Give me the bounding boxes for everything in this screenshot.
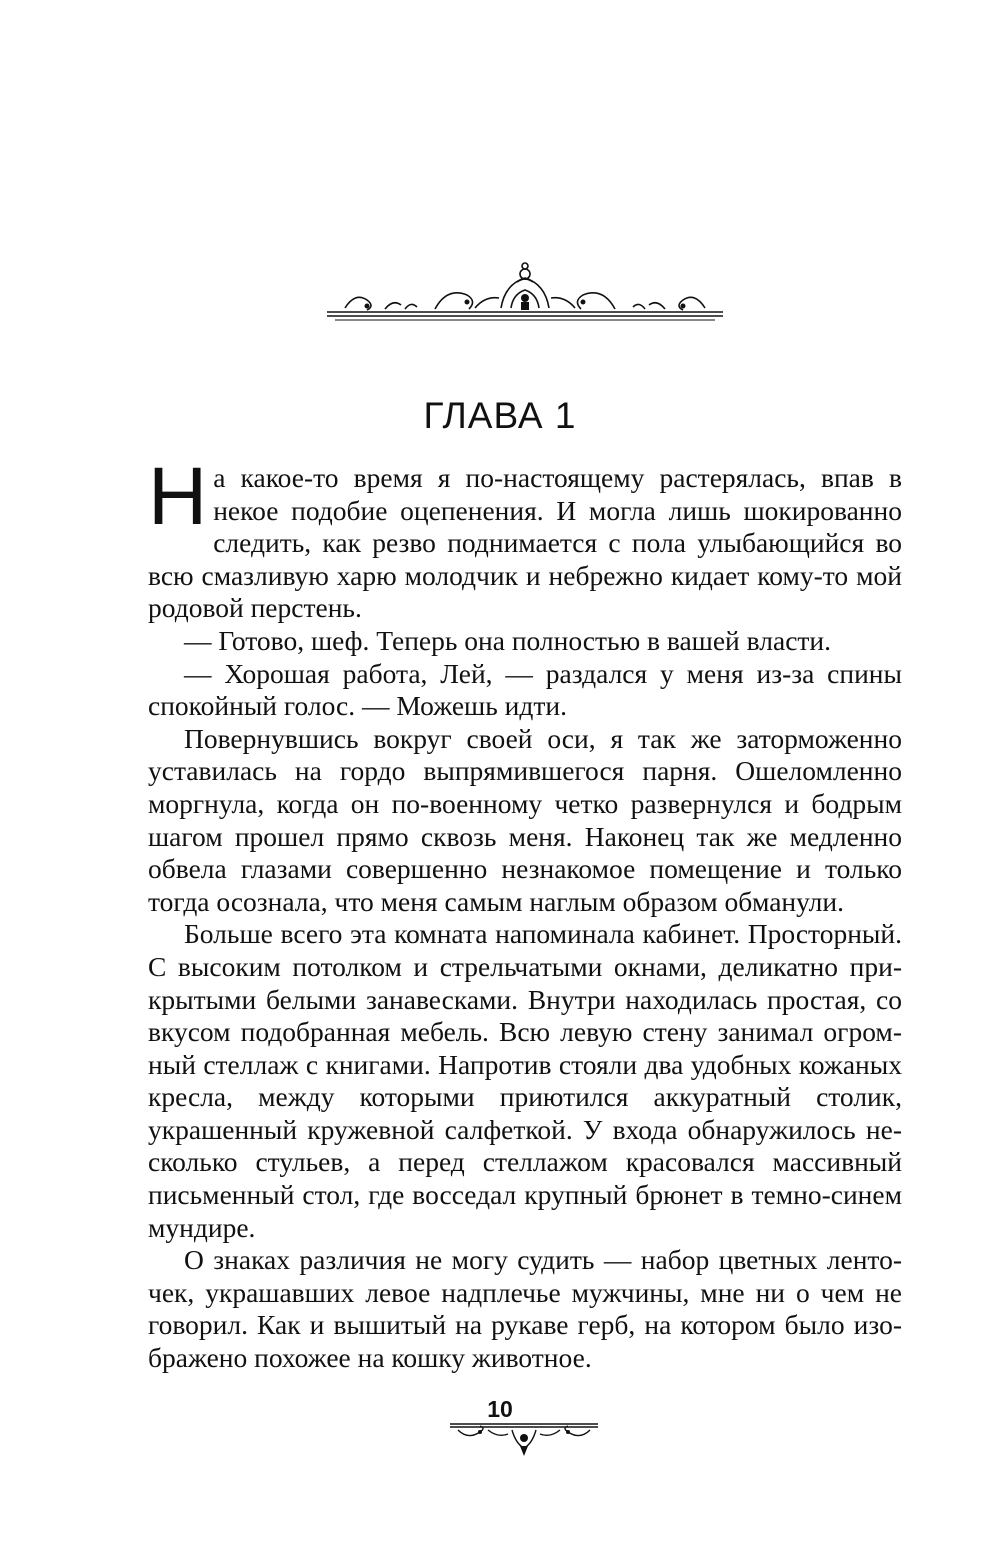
paragraph-5: Больше всего эта комната напоминала кабинет. Просторный. С высоким потолком и стрельчатыми окнами, деликатно прикрытыми белыми занавесками. Внутри находилась простая, со вкусом подобранная мебель. Всю левую стену занимал огромный стеллаж с книгами. Напротив стояли два удобных кожаных кресла, между которыми приютился аккуратный столик, украшенный кружевной салфеткой. У входа обнаружилось несколько стульев, а перед стеллажом красовался массивный письменный стол, где восседал крупный брюнет в темно-синем мундире. bbox=[148, 918, 902, 1243]
drop-cap: Н bbox=[148, 451, 208, 542]
paragraph-2: — Готово, шеф. Теперь она полностью в вашей власти. bbox=[184, 624, 832, 656]
chapter-body bbox=[148, 451, 902, 1375]
paragraph-6: О знаках различия не могу судить — набор цветных ленточек, украшавших левое надплечье мужчины, мне ни о чем не говорил. Как и вышитый на рукаве герб, на котором было изображено похожее на кошку животное. bbox=[148, 1244, 902, 1374]
paragraph-4: Повернувшись вокруг своей оси, я так же заторможенно уставилась на гордо выпрямившегося парня. Ошеломленно моргнула, когда он по-военному четко развернулся и бодрым шагом прошел прямо сквозь меня. Наконец так же медленно обвела глазами совершенно незнакомое помещение и только тогда осознала, что меня самым наглым образом обманули. bbox=[148, 722, 902, 917]
chapter-title: ГЛАВА 1 bbox=[423, 395, 577, 436]
paragraph-1-text: а какое-то время я по-настоящему растерялась, впав в некое подобие оцепенения. И могла лишь шокированно следить, как резво поднимается с пола улыбающийся во всю смазливую харю молодчик и небрежно кидает кому-то мой родовой перстень. bbox=[148, 462, 902, 624]
page-number: 10 bbox=[487, 1396, 513, 1422]
paragraph-3: — Хорошая работа, Лей, — раздался у меня из-за спины спокойный голос. — Можешь идти. bbox=[148, 657, 902, 722]
paragraph-1 bbox=[148, 451, 902, 625]
chapter-header-ornament bbox=[325, 262, 725, 332]
page-number-ornament bbox=[448, 1418, 600, 1460]
